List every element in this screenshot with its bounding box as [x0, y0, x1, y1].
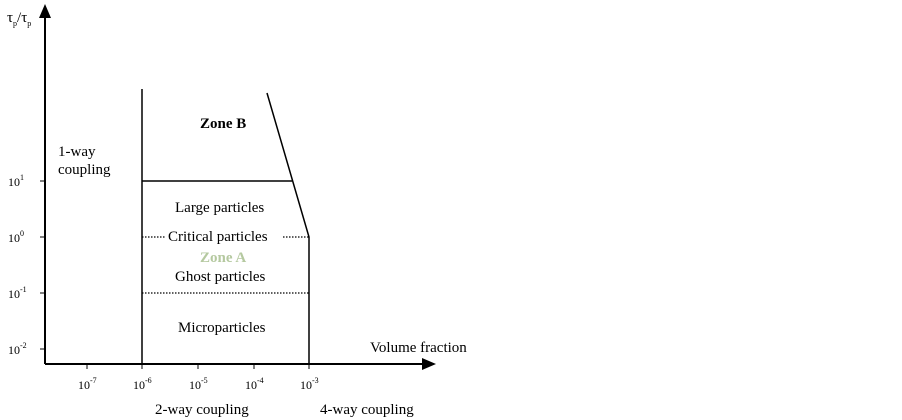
two-way-coupling-label: 2-way coupling — [155, 402, 249, 418]
critical-particles-label: Critical particles — [168, 229, 268, 245]
x-tick-label: $10^{-6}$ — [133, 376, 152, 392]
y-tick-label: $10^{-2}$ — [8, 341, 27, 357]
x-tick-label: $10^{-5}$ — [189, 376, 208, 392]
x-axis-arrowhead — [422, 358, 436, 370]
large-particles-label: Large particles — [175, 200, 265, 216]
y-tick-label: $10^{-1}$ — [8, 285, 27, 301]
one-way-coupling-label-line1: 1-way — [58, 144, 96, 160]
one-way-coupling-label-line2: coupling — [58, 162, 111, 178]
microparticles-label: Microparticles — [178, 320, 266, 336]
y-axis-label: $\tau_p/\tau_p$ — [7, 10, 32, 28]
four-way-coupling-label: 4-way coupling — [320, 402, 414, 418]
zone-b-label: Zone B — [200, 116, 247, 132]
y-axis-arrowhead — [39, 4, 51, 18]
x-tick-label: $10^{-3}$ — [300, 376, 319, 392]
ghost-particles-label: Ghost particles — [175, 269, 266, 285]
x-tick-label: $10^{-4}$ — [245, 376, 264, 392]
x-tick-label: $10^{-7}$ — [78, 376, 97, 392]
zone-a-label: Zone A — [200, 250, 247, 266]
y-tick-label: $10^1$ — [8, 173, 24, 189]
x-axis-label: Volume fraction — [370, 340, 467, 356]
y-tick-label: $10^0$ — [8, 229, 24, 245]
